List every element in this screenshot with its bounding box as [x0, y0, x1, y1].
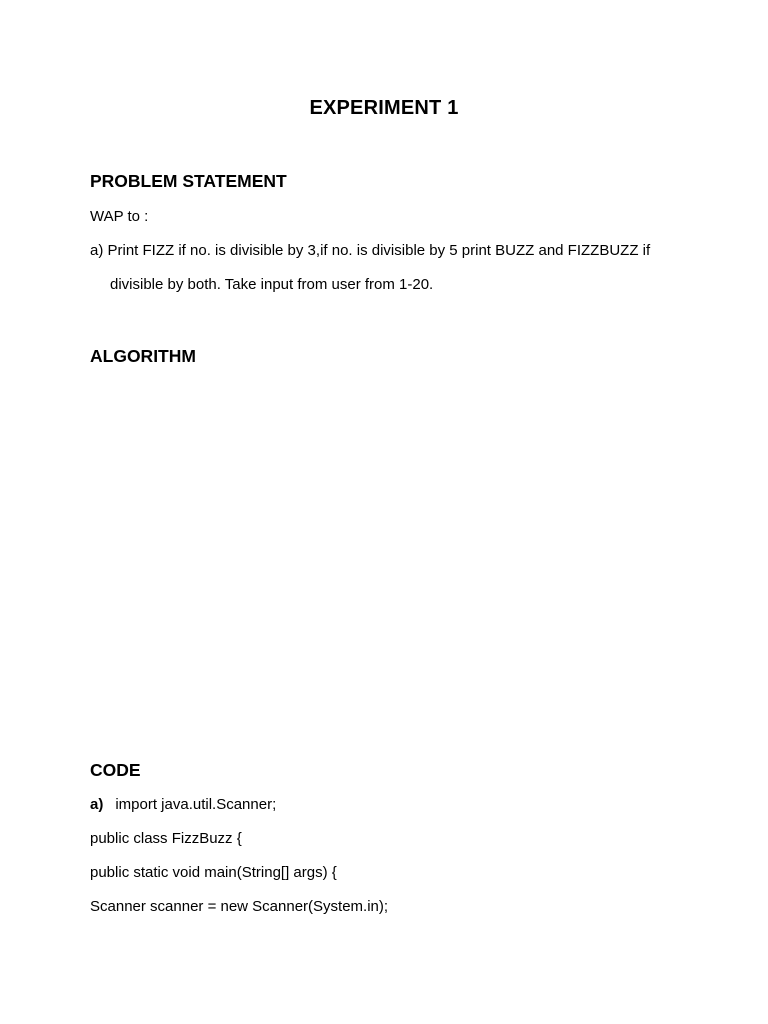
- code-line: public class FizzBuzz {: [90, 830, 242, 847]
- code-line: public static void main(String[] args) {: [90, 864, 337, 881]
- code-line: [90, 794, 276, 816]
- code-line: Scanner scanner = new Scanner(System.in);: [90, 898, 389, 915]
- problem-item-a-line1: a) Print FIZZ if no. is divisible by 3,if no. is divisible by 5 print BUZZ and FIZZBUZZ if: [90, 242, 651, 259]
- code-line-text: import java.util.Scanner;: [115, 796, 277, 813]
- code-part-label: a): [90, 796, 104, 813]
- code-heading: CODE: [90, 760, 141, 780]
- problem-statement-heading: PROBLEM STATEMENT: [90, 171, 287, 191]
- algorithm-heading: ALGORITHM: [90, 346, 196, 366]
- problem-intro: WAP to :: [90, 208, 149, 225]
- document-title: EXPERIMENT 1: [309, 97, 459, 119]
- problem-item-a-line2: divisible by both. Take input from user from 1-20.: [110, 276, 434, 293]
